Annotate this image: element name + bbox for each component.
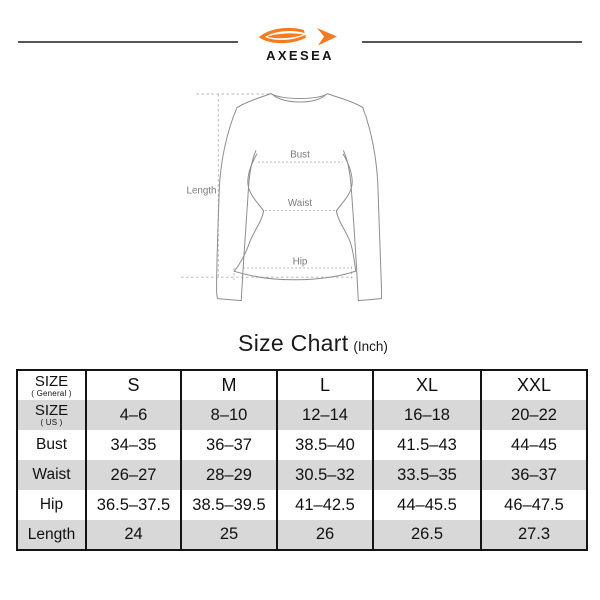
column-header-xxl: XXL [481, 370, 587, 400]
size-cell: 41–42.5 [277, 490, 373, 520]
hem-line [234, 271, 355, 280]
size-cell: 27.3 [481, 520, 587, 550]
size-cell: 26.5 [373, 520, 481, 550]
body-left-line [234, 154, 263, 271]
row-label-bust: Bust [35, 436, 67, 453]
title-text: Size Chart [238, 330, 349, 356]
row-label-waist: Waist [32, 466, 71, 483]
row-label-hip: Hip [39, 496, 64, 513]
size-cell: 44–45 [481, 430, 587, 460]
size-cell: 4–6 [86, 400, 181, 430]
size-cell: 24 [86, 520, 181, 550]
us-size-sublabel: ( US ) [40, 418, 63, 427]
table-row-size-us [17, 400, 587, 430]
corner-size-label: SIZE [34, 372, 69, 390]
shoulder-left-line [237, 94, 271, 108]
size-cell: 8–10 [181, 400, 277, 430]
row-label-size-us [17, 400, 86, 430]
corner-cell [17, 370, 86, 400]
length-label: Length [186, 185, 217, 197]
size-chart-title [13, 330, 600, 357]
size-cell: 36–37 [481, 460, 587, 490]
column-header-l: L [277, 370, 373, 400]
header-divider-left [18, 41, 238, 43]
table-row-hip [17, 490, 587, 520]
garment-measure-diagram [150, 82, 450, 322]
waist-label: Waist [287, 198, 313, 209]
collar-outer-line [271, 94, 328, 99]
hip-label: Hip [292, 256, 308, 268]
size-cell: 33.5–35 [373, 460, 481, 490]
size-cell: 26–27 [86, 460, 181, 490]
title-unit: (Inch) [353, 339, 388, 354]
brand-wordmark: AXESEA [266, 48, 334, 63]
sleeve-right-line [344, 108, 382, 301]
size-cell: 36–37 [181, 430, 277, 460]
us-size-label: SIZE [34, 402, 69, 419]
size-cell: 44–45.5 [373, 490, 481, 520]
size-cell: 28–29 [181, 460, 277, 490]
shoulder-right-line [328, 94, 363, 108]
header-divider-right [362, 41, 582, 43]
table-row-waist [17, 460, 587, 490]
size-cell: 34–35 [86, 430, 181, 460]
column-header-s: S [86, 370, 181, 400]
size-cell: 20–22 [481, 400, 587, 430]
table-row-bust [17, 430, 587, 460]
table-row-length [17, 520, 587, 550]
size-chart-table [16, 369, 588, 551]
bust-label: Bust [290, 149, 310, 161]
row-label-length: Length [27, 525, 76, 543]
column-header-xl: XL [373, 370, 481, 400]
size-cell: 26 [277, 520, 373, 550]
corner-general-label: ( General ) [31, 388, 72, 398]
size-cell: 25 [181, 520, 277, 550]
size-cell: 38.5–40 [277, 430, 373, 460]
size-cell: 16–18 [373, 400, 481, 430]
size-cell: 38.5–39.5 [181, 490, 277, 520]
size-cell: 46–47.5 [481, 490, 587, 520]
size-cell: 12–14 [277, 400, 373, 430]
size-cell: 36.5–37.5 [86, 490, 181, 520]
table-header-row [17, 370, 587, 400]
size-cell: 41.5–43 [373, 430, 481, 460]
column-header-m: M [181, 370, 277, 400]
size-cell: 30.5–32 [277, 460, 373, 490]
fish-logo-icon [258, 24, 338, 48]
